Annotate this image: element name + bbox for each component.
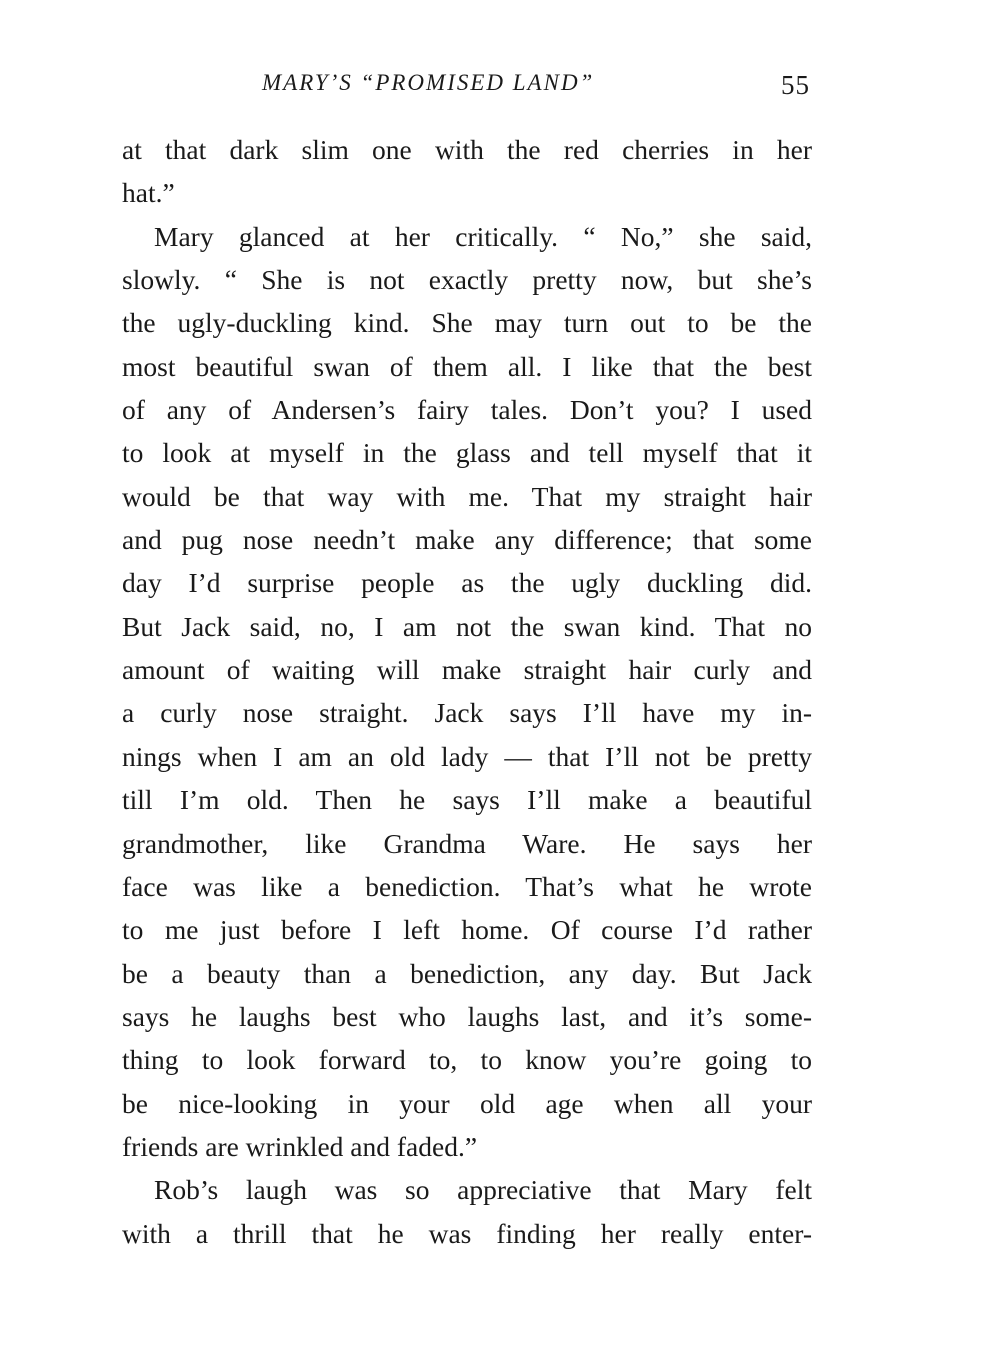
text-line: But Jack said, no, I am not the swan kind. That no xyxy=(122,610,812,642)
text-line: to me just before I left home. Of course I’d rather xyxy=(122,914,812,946)
text-line: a curly nose straight. Jack says I’ll have my in- xyxy=(122,697,812,729)
text-line: says he laughs best who laughs last, and it’s some- xyxy=(122,1000,812,1032)
text-line: grandmother, like Grandma Ware. He says her xyxy=(122,827,812,859)
text-line: thing to look forward to, to know you’re going to xyxy=(122,1044,812,1076)
text-line: with a thrill that he was finding her really enter- xyxy=(122,1217,812,1249)
text-line: amount of waiting will make straight hair curly and xyxy=(122,654,812,686)
text-line: be a beauty than a benediction, any day. But Jack xyxy=(122,957,812,989)
text-line: slowly. “ She is not exactly pretty now, but she’s xyxy=(122,264,812,296)
text-line: and pug nose needn’t make any difference; that some xyxy=(122,524,812,556)
text-line: nings when I am an old lady — that I’ll not be pretty xyxy=(122,740,812,772)
text-line: Rob’s laugh was so appreciative that Mary felt xyxy=(154,1174,812,1206)
page-number: 55 xyxy=(781,70,810,100)
body-text xyxy=(122,128,812,1255)
text-line: of any of Andersen’s fairy tales. Don’t you? I used xyxy=(122,394,812,426)
text-line: till I’m old. Then he says I’ll make a beautiful xyxy=(122,784,812,816)
text-line: most beautiful swan of them all. I like that the best xyxy=(122,350,812,382)
text-line: would be that way with me. That my straight hair xyxy=(122,480,812,512)
text-line: friends are wrinkled and faded.” xyxy=(122,1130,478,1162)
text-line: Mary glanced at her critically. “ No,” she said, xyxy=(154,220,812,252)
text-line: to look at myself in the glass and tell myself that it xyxy=(122,437,812,469)
text-line: be nice-looking in your old age when all your xyxy=(122,1087,812,1119)
running-head: MARY’S “PROMISED LAND” xyxy=(262,70,595,95)
text-line: face was like a benediction. That’s what he wrote xyxy=(122,870,812,902)
text-line: the ugly-duckling kind. She may turn out to be the xyxy=(122,307,812,339)
text-line: day I’d surprise people as the ugly duckling did. xyxy=(122,567,812,599)
text-line: at that dark slim one with the red cherries in her xyxy=(122,134,812,165)
text-line: hat.” xyxy=(122,177,175,209)
